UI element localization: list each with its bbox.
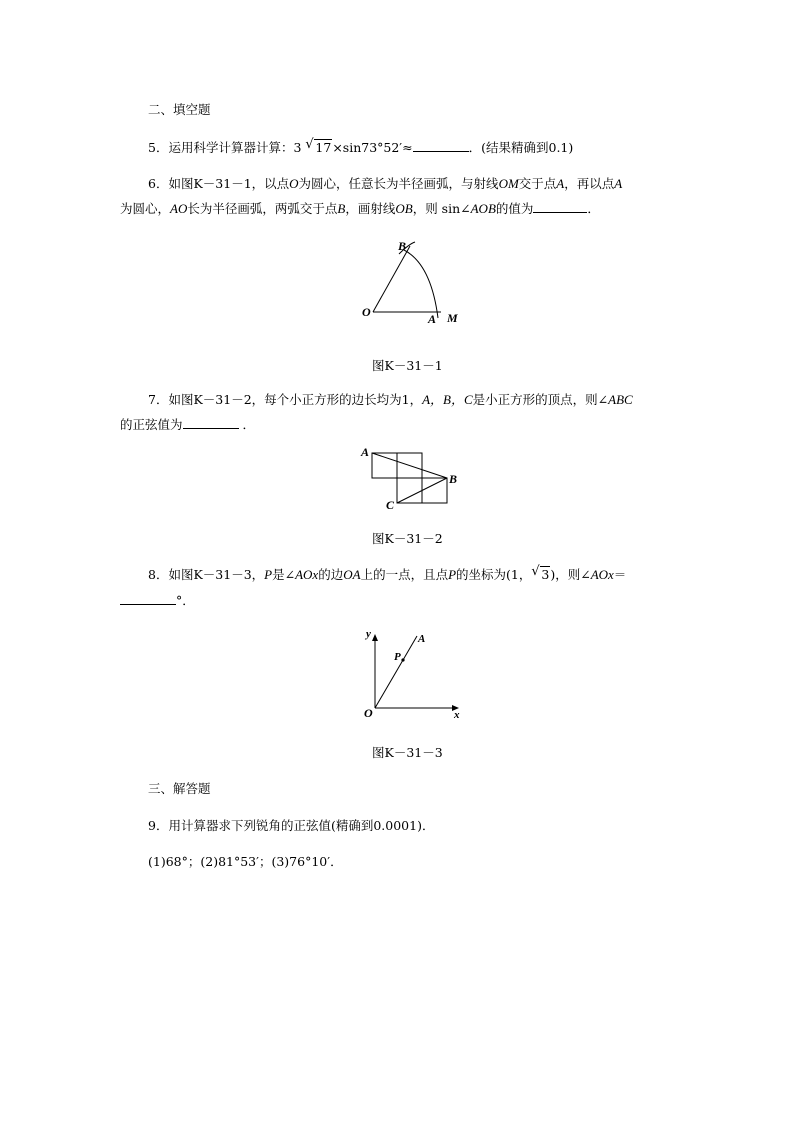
q6-text: 的值为: [495, 201, 534, 216]
question-number: 5．: [148, 140, 169, 155]
q6-text: ，则 sin∠: [412, 201, 471, 216]
answer-blank[interactable]: [183, 415, 239, 429]
label-B: B: [449, 472, 458, 486]
q7-text: 的正弦值为: [120, 417, 183, 432]
question-8-line-2: [120, 591, 195, 610]
q8-text: °．: [176, 593, 195, 608]
figure-caption: 图K－31－3: [372, 745, 443, 760]
q8-text: 的边: [318, 567, 344, 582]
q6-text: ．: [587, 201, 600, 216]
q8-radicand: 3: [541, 567, 550, 582]
q6-text: 为圆心，任意长为半径画弧，与射线: [298, 176, 499, 191]
label-A: A: [418, 633, 426, 645]
var-AOx: AOx: [590, 567, 614, 582]
sqrt-symbol: √ 3: [531, 564, 550, 582]
q8-text: 上的一点，且点: [360, 567, 449, 582]
question-7-line-1: [148, 391, 633, 409]
question-6-line-2: [120, 199, 600, 218]
section-title-fill-in: 二、填空题: [148, 102, 211, 117]
arc-center-O: [404, 250, 438, 318]
grid-square: [397, 478, 422, 503]
var-P: P: [448, 567, 457, 582]
question-number: 6．: [148, 176, 169, 191]
label-O: O: [364, 706, 373, 720]
question-number: 7．: [148, 392, 169, 407]
q6-text: 长为半径画弧，两弧交于点: [187, 201, 338, 216]
var-OA: OA: [343, 567, 361, 582]
question-6-line-1: [148, 175, 622, 193]
q7-text: 是小正方形的顶点，则∠: [472, 392, 609, 407]
figure-caption: 图K－31－1: [372, 358, 443, 373]
var-OM: OM: [498, 176, 519, 191]
var-OB: OB: [395, 201, 413, 216]
question-8-line-1: [148, 566, 626, 584]
var-AOx: AOx: [295, 567, 319, 582]
var-O: O: [289, 176, 299, 191]
label-M: M: [447, 311, 458, 325]
var-AO: AO: [170, 201, 188, 216]
figure-k31-1: [355, 236, 465, 328]
answer-blank[interactable]: [120, 591, 176, 605]
figure-k31-2: [358, 446, 468, 516]
answer-blank[interactable]: [533, 199, 587, 213]
question-5: [148, 138, 573, 157]
point-P: [401, 658, 404, 661]
var-B: B: [337, 201, 346, 216]
q8-text: 的坐标为(1，: [456, 567, 532, 582]
q5-suffix: ．(结果精确到0.1): [468, 140, 574, 155]
q9-text: 用计算器求下列锐角的正弦值(精确到0.0001)．: [168, 818, 435, 833]
label-B: B: [398, 239, 407, 253]
answer-blank[interactable]: [413, 138, 469, 152]
label-C: C: [386, 498, 395, 512]
q5-expression: ×sin73°52′≈: [332, 140, 413, 155]
grid-square: [422, 478, 447, 503]
var-A: A: [614, 176, 623, 191]
var-AOB: AOB: [470, 201, 496, 216]
section-title-solve: 三、解答题: [148, 781, 211, 796]
q7-text: ．: [242, 417, 256, 432]
q7-text: 如图K－31－2，每个小正方形的边长均为1，: [168, 392, 423, 407]
label-x: x: [454, 709, 460, 721]
q8-text: )，则∠: [550, 567, 591, 582]
q6-text: 如图K－31－1，以点: [168, 176, 290, 191]
var-points: A，B，C: [422, 392, 473, 407]
q8-text: 是∠: [272, 567, 296, 582]
label-A: A: [361, 446, 370, 459]
segment-AB: [372, 453, 447, 478]
question-number: 8．: [148, 567, 169, 582]
question-number: 9．: [148, 818, 169, 833]
question-9-parts: (1)68°；(2)81°53′；(3)76°10′．: [148, 854, 343, 869]
sqrt-symbol: √ 17: [305, 137, 332, 155]
var-A: A: [556, 176, 565, 191]
q6-text: 交于点: [518, 176, 557, 191]
q8-text: ＝: [613, 567, 627, 582]
var-ABC: ABC: [608, 392, 633, 407]
label-y: y: [366, 628, 371, 640]
figure-caption: 图K－31－2: [372, 531, 443, 546]
q8-text: 如图K－31－3，: [168, 567, 265, 582]
ray-OB: [373, 246, 410, 312]
question-7-line-2: [120, 415, 255, 434]
q6-text: ，再以点: [564, 176, 615, 191]
q6-text: ，画射线: [345, 201, 396, 216]
label-P: P: [394, 651, 401, 663]
q5-radicand: 17: [315, 140, 332, 155]
figure-k31-3: [360, 626, 468, 722]
q5-prefix: 运用科学计算器计算：3: [168, 140, 302, 155]
var-P: P: [264, 567, 273, 582]
ray-OA: [375, 636, 417, 708]
question-9: [148, 817, 434, 835]
q6-text: 为圆心，: [120, 201, 171, 216]
y-axis-arrow-icon: [372, 634, 378, 641]
label-O: O: [362, 305, 371, 319]
label-A: A: [428, 312, 437, 326]
